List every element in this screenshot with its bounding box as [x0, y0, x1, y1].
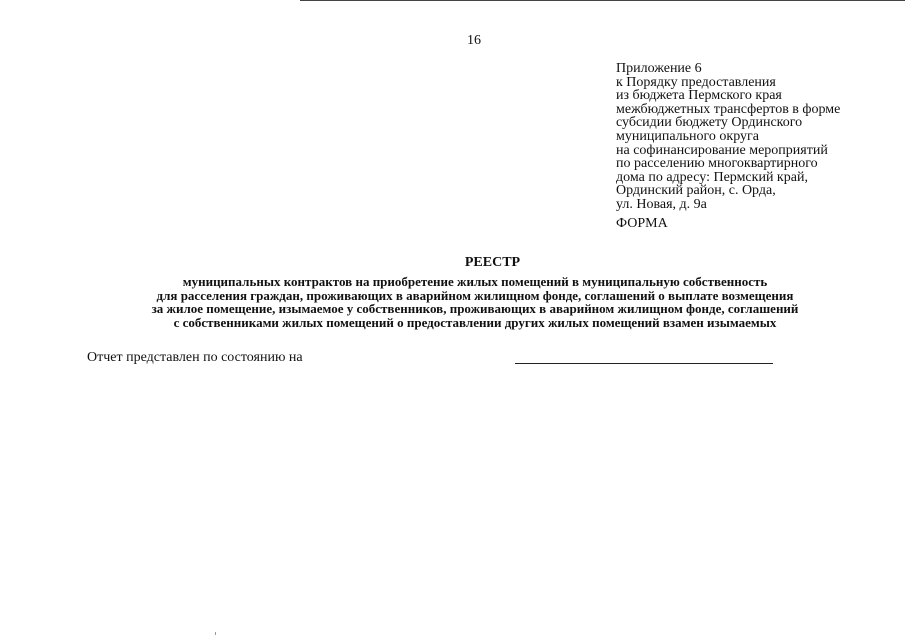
form-label: ФОРМА — [616, 216, 668, 231]
registry-subtitle-line: для расселения граждан, проживающих в аварийном жилищном фонде, соглашений о выплате возмещения — [156, 287, 794, 303]
appendix-line: дома по адресу: Пермский край, — [616, 169, 808, 185]
top-border-line — [300, 0, 905, 1]
registry-subtitle-line: с собственниками жилых помещений о предоставлении других жилых помещений взамен изымаемых — [173, 314, 777, 330]
scan-artifact-mark — [215, 632, 216, 635]
registry-subtitle-line: за жилое помещение, изымаемое у собственников, проживающих в аварийном жилищном фонде, соглашений — [151, 301, 799, 316]
page-number: 16 — [467, 33, 481, 48]
appendix-line: к Порядку предоставления — [616, 74, 776, 90]
appendix-line: муниципального округа — [616, 128, 759, 144]
appendix-line: межбюджетных трансфертов в форме — [616, 101, 841, 117]
report-date-blank-line[interactable] — [515, 363, 773, 364]
appendix-line: по расселению многоквартирного — [616, 156, 818, 172]
appendix-line: на софинансирование мероприятий — [616, 142, 828, 158]
report-date-label: Отчет представлен по состоянию на — [87, 350, 303, 365]
appendix-block — [616, 62, 840, 212]
registry-subtitle — [90, 275, 860, 329]
appendix-line: субсидии бюджету Ординского — [616, 115, 803, 131]
appendix-line: Ординский район, с. Орда, — [616, 183, 776, 199]
appendix-line: из бюджета Пермского края — [616, 88, 782, 104]
appendix-line: Приложение 6 — [616, 61, 702, 76]
registry-subtitle-line: муниципальных контрактов на приобретение жилых помещений в муниципальную собственность — [182, 274, 768, 289]
appendix-line: ул. Новая, д. 9а — [616, 196, 707, 212]
registry-title: РЕЕСТР — [464, 255, 521, 270]
